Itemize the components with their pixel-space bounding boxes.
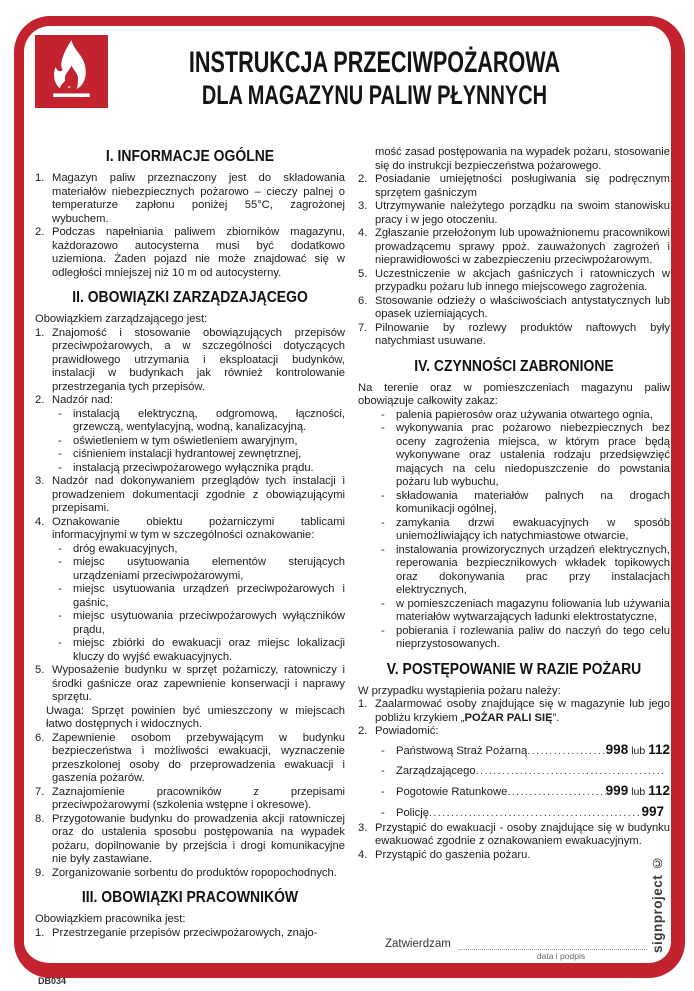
item-text [52, 475, 345, 516]
item-text-run: Uczestniczenie w akcjach gaśniczych i ratowniczych w przypadku pożaru lub innego miejscowego zagrożenia. [375, 267, 670, 293]
item-text [52, 327, 345, 395]
item-marker: 3. [358, 200, 368, 212]
item-marker: - [381, 489, 385, 502]
item-text-run: Powiadomić: [375, 725, 439, 737]
list-item [35, 448, 345, 462]
item-list [35, 927, 345, 941]
item-list [358, 409, 670, 652]
item-text-run: Przystąpić do ewakuacji - osoby znajdujące się w budynku ewakuować zgodnie z oznakowaniem ewakuacyjnym. [375, 821, 670, 847]
item-marker: - [381, 543, 385, 556]
item-text [52, 813, 345, 867]
list-item [35, 462, 345, 476]
dot-leader [476, 762, 664, 780]
section-heading: I. INFORMACJE OGÓLNE [105, 148, 275, 165]
item-text [396, 625, 670, 652]
item-marker: - [58, 556, 62, 568]
item-text-run: miejsc usytuowania urządzeń przeciwpożarowych i gaśnic, [73, 583, 345, 609]
section-obowiazki-pracownikow [35, 889, 345, 940]
publisher-credit: signproject © [650, 854, 665, 953]
item-marker: - [381, 597, 385, 610]
phone-number: 997 [641, 803, 664, 819]
list-item [358, 598, 670, 625]
phone-label: Pogotowie Ratunkowe [396, 785, 508, 798]
item-text [73, 543, 345, 557]
item-text-run: Uwaga: Sprzęt powinien być umieszczony w miejscach łatwo dostępnych i widocznych. [46, 704, 345, 730]
item-marker: - [58, 583, 62, 595]
item-text [375, 146, 670, 173]
item-text-run: zamykania drzwi ewakuacyjnych w sposób uniemożliwiający ich natychmiastowe otwarcie, [396, 516, 670, 542]
catalog-code: DB034 [38, 976, 67, 986]
list-item [358, 173, 670, 200]
item-text [73, 435, 345, 449]
item-text [52, 867, 345, 881]
item-text-run: Magazyn paliw przeznaczony jest do składowania materiałów niebezpiecznych pożarowo – cieczy palnej o temperaturze zapłonu poniżej 55°C, zagrożonej wybuchem. [52, 172, 345, 225]
list-item [358, 544, 670, 598]
item-marker: 3. [35, 475, 45, 487]
item-marker: - [58, 461, 62, 474]
page-title [100, 47, 649, 110]
item-text-run: miejsc usytuowania przeciwpożarowych wyłączników prądu, [73, 610, 345, 636]
item-text [52, 516, 345, 543]
item-marker: - [381, 516, 385, 529]
item-marker: 1. [358, 698, 368, 710]
item-text [73, 462, 345, 476]
right-column [358, 146, 670, 862]
item-text [375, 725, 670, 739]
item-marker: 4. [358, 848, 368, 861]
emergency-phone-list [358, 741, 670, 822]
item-text-run: Zapewnienie osobom przebywającym w budynku bezpieczeństwa i możliwości ewakuacji, wyznaczenie przeszkolonej osoby do przeprowadzenia ewakuacji i gaszenia pożarów. [52, 731, 345, 784]
list-item [35, 226, 345, 280]
phone-number: 998 [605, 741, 629, 757]
item-text-run: Wyposażenie budynku w sprzęt pożarniczy, ratowniczy i środki gaśnicze oraz zapewnienie konserwacji i naprawy sprzętu. [52, 664, 345, 703]
item-marker: - [381, 744, 385, 757]
list-item [35, 583, 345, 610]
item-marker: 2. [35, 394, 45, 406]
item-text-run: wykonywania prac pożarowo niebezpiecznych bez oceny zagrożenia miejsca, w którym prace będą wykonywane oraz ustalenia rodzaju przedsięwzięć mających na celu niedopuszczenie do powstania pożaru lub wybuchu, [396, 422, 670, 488]
item-text [73, 637, 345, 664]
item-text [396, 544, 670, 598]
item-marker: - [58, 637, 62, 649]
phone-number: 999 [605, 782, 629, 798]
item-text [375, 295, 670, 322]
item-text [52, 172, 345, 226]
item-text-run: Oznakowanie obiektu pożarniczymi tablicami informacyjnymi w tym w szczególności oznakowanie: [52, 515, 345, 541]
item-text-run: Przygotowanie budynku do prowadzenia akcji ratowniczej oraz do ustalenia sposobu postępowania na wypadek pożaru, dopilnowanie by przejścia i drogi komunikacyjne nie były zastawiane. [52, 812, 345, 865]
list-item [35, 705, 345, 732]
phone-number-alt: 112 [648, 782, 670, 798]
item-text [46, 705, 345, 732]
item-text [52, 226, 345, 280]
section-heading: II. OBOWIĄZKI ZARZĄDZAJĄCEGO [72, 289, 308, 306]
item-text [52, 732, 345, 786]
section-czynnosci-zabronione [358, 358, 670, 652]
item-text-run: instalacją przeciwpożarowego wyłącznika prądu. [73, 461, 314, 474]
item-text-run: oświetleniem w tym oświetleniem awaryjnym, [73, 434, 298, 447]
list-item [358, 146, 670, 173]
list-item [358, 625, 670, 652]
item-text [73, 448, 345, 462]
list-item [35, 435, 345, 449]
item-text [52, 927, 345, 941]
item-text-run: w pomieszczeniach magazynu foliowania lub używania materiałów wytwarzających ładunki elektrostatyczne, [396, 597, 670, 623]
item-marker: 6. [358, 294, 368, 307]
item-text [375, 268, 670, 295]
list-item [358, 422, 670, 490]
list-item [358, 295, 670, 322]
item-text-run: Pilnowanie by rozlewy produktów naftowych były natychmiast usuwane. [375, 321, 670, 347]
item-text-run: Zorganizowanie sorbentu do produktów ropopochodnych. [52, 866, 337, 879]
item-text-run: Zgłaszanie przełożonym lub upoważnionemu pracownikowi prowadzącemu sprawy ppoż. zauważonych zagrożeń i nieprawidłowości w zabezpieczeniu przeciwpożarowym. [375, 227, 670, 266]
item-text [396, 517, 670, 544]
emergency-phone-row [358, 803, 670, 822]
item-marker: - [381, 422, 385, 434]
list-item [35, 813, 345, 867]
item-marker: 7. [35, 785, 45, 798]
item-marker: 6. [35, 731, 45, 744]
phone-or: lub [631, 785, 646, 798]
list-item [358, 725, 670, 739]
item-text-bold: POŻAR PALI SIĘ [464, 711, 553, 724]
item-text [396, 598, 670, 625]
item-text-run: miejsc usytuowania elementów sterujących urządzeniami przeciwpożarowymi, [73, 556, 345, 582]
item-text-run: palenia papierosów oraz używania otwartego ognia, [396, 408, 653, 421]
item-list [35, 172, 345, 280]
item-text [375, 322, 670, 349]
list-item [358, 849, 670, 863]
item-marker: 1. [35, 326, 45, 339]
item-text-run: Podczas napełniania paliwem zbiorników magazynu, każdorazowo autocysterna musi być dodatkowo uziemiona. Żaden pojazd nie może znajdować się w odległości mniejszej niż 10 m od autocysterny. [52, 226, 345, 279]
item-text [396, 409, 670, 423]
item-text-run: Zaznajomienie pracowników z przepisami przeciwpożarowymi (szkolenia wstępne i okresowe). [52, 785, 345, 811]
left-column [35, 146, 345, 940]
item-text-run: miejsc zbiórki do ewakuacji oraz miejsc lokalizacji kluczy do wyjść ewakuacyjnych. [73, 637, 345, 663]
list-item [35, 543, 345, 557]
list-item [358, 517, 670, 544]
section-postepowanie-w-razie-pozaru [358, 661, 670, 863]
list-item [35, 927, 345, 941]
approval-block [385, 936, 647, 961]
item-marker: - [58, 610, 62, 622]
item-marker: 2. [358, 173, 368, 185]
item-text-run: składowania materiałów palnych na drogach komunikacji ogólnej, [396, 489, 670, 515]
item-text [375, 173, 670, 200]
item-text [375, 822, 670, 849]
item-text-run: mość zasad postępowania na wypadek pożaru, stosowanie się do instrukcji bezpieczeństwa pożarowego. [375, 146, 670, 172]
item-marker: - [58, 448, 62, 460]
section-intro: W przypadku wystąpienia pożaru należy: [358, 684, 561, 697]
item-text-run: pobierania i rozlewania paliw do naczyń do tego celu nieprzystosowanych. [396, 624, 670, 650]
list-item [35, 732, 345, 786]
list-item [35, 475, 345, 516]
item-list [358, 146, 670, 349]
section-intro: Na terenie oraz w pomieszczeniach magazynu paliw obowiązuje całkowity zakaz: [358, 381, 670, 407]
item-text-run: Znajomość i stosowanie obowiązujących przepisów przeciwpożarowych, a w szczególności dotyczących prawidłowego utrzymania i eksploatacji budynków, instalacji w budynkach jak również kontrolowanie przestrzegania tych przepisów. [52, 326, 345, 393]
section-intro: Obowiązkiem zarządzającego jest: [35, 313, 208, 325]
list-item [358, 200, 670, 227]
item-marker: 9. [35, 866, 45, 879]
emergency-phone-row [358, 762, 670, 780]
list-item [35, 637, 345, 664]
dot-leader [429, 804, 642, 822]
item-text [52, 664, 345, 705]
item-list [35, 327, 345, 881]
item-text [73, 583, 345, 610]
item-text-run: Posiadanie umiejętności posługiwania się podręcznym sprzętem gaśniczym [375, 173, 670, 199]
item-marker: - [58, 542, 62, 555]
list-item [35, 394, 345, 408]
item-marker: - [58, 434, 62, 447]
item-text-run: Przestrzeganie przepisów przeciwpożarowych, znajo- [52, 926, 318, 939]
dot-leader [507, 783, 605, 801]
item-text [375, 849, 670, 863]
item-text [375, 698, 670, 725]
item-list [358, 698, 670, 739]
list-item [358, 409, 670, 423]
item-text-run: Nadzór nad dokonywaniem przeglądów tych instalacji i prowadzeniem dokumentacji zgodnie z obowiązującymi przepisami. [52, 475, 345, 514]
item-marker: 5. [35, 664, 45, 676]
item-text-after: ”. [552, 711, 560, 724]
item-marker: 8. [35, 812, 45, 825]
phone-label: Policję [396, 806, 429, 819]
item-text [73, 610, 345, 637]
title-line-2: DLA MAGAZYNU PALIW PŁYNNYCH [201, 80, 548, 110]
item-marker: 2. [358, 725, 368, 737]
phone-label: Zarządzającego [396, 764, 476, 777]
list-item [35, 172, 345, 226]
phone-number-alt: 112 [648, 741, 670, 757]
item-text [73, 556, 345, 583]
list-item [35, 408, 345, 435]
list-item [35, 664, 345, 705]
item-marker: 2. [35, 226, 45, 238]
approve-label: Zatwierdzam [385, 938, 451, 950]
list-item [35, 556, 345, 583]
item-marker: - [381, 624, 385, 637]
list-item [35, 867, 345, 881]
signature-line [459, 936, 647, 950]
list-item [35, 516, 345, 543]
item-marker: 4. [35, 515, 45, 528]
item-text-run: Przystąpić do gaszenia pożaru. [375, 848, 531, 861]
section-heading: V. POSTĘPOWANIE W RAZIE POŻARU [386, 660, 642, 678]
item-marker: 3. [358, 821, 368, 834]
item-text [396, 490, 670, 517]
item-marker: - [381, 806, 385, 819]
list-item [358, 822, 670, 849]
item-text-run: ciśnieniem instalacji hydrantowej zewnętrznej, [73, 448, 302, 460]
item-marker: - [381, 764, 385, 777]
section-informacje-ogolne [35, 148, 345, 280]
item-text-run: Utrzymywanie należytego porządku na swoim stanowisku pracy i w jego otoczeniu. [375, 200, 670, 226]
signature-caption: data i podpis [536, 951, 586, 961]
section-obowiazki-zarzadzajacego [35, 289, 345, 880]
item-text-run: Stosowanie odzieży o właściwościach antystatycznych lub opasek uziemiających. [375, 294, 670, 320]
list-item [358, 490, 670, 517]
approval-row [385, 936, 647, 950]
flammable-pictogram [35, 35, 108, 108]
section-obowiazki-pracownikow-cd [358, 146, 670, 349]
item-marker: - [381, 785, 385, 798]
item-text [73, 408, 345, 435]
title-line-1: INSTRUKCJA PRZECIWPOŻAROWA [188, 46, 561, 79]
dot-leader [527, 742, 605, 760]
item-marker: 1. [35, 172, 45, 184]
item-text-run: instalowania prowizorycznych urządzeń elektrycznych, reperowania bezpiecznikowych wkładek topikowych oraz dokonywania prac przy instalacjach elektrycznych, [396, 543, 670, 596]
item-text-run: Zaalarmować osoby znajdujące się w magazynie lub jego pobliżu krzykiem „ [375, 698, 670, 724]
item-text-run: Nadzór nad: [52, 394, 113, 406]
section-heading: III. OBOWIĄZKI PRACOWNIKÓW [81, 889, 299, 906]
item-marker: - [381, 408, 385, 421]
item-list [358, 822, 670, 863]
list-item [35, 610, 345, 637]
emergency-phone-row [358, 782, 670, 801]
item-text [396, 422, 670, 490]
item-marker: - [58, 407, 62, 420]
item-text-run: dróg ewakuacyjnych, [73, 542, 178, 555]
section-heading: IV. CZYNNOŚCI ZABRONIONE [414, 357, 614, 375]
item-text [375, 227, 670, 268]
list-item [358, 268, 670, 295]
list-item [35, 327, 345, 395]
item-marker: 4. [358, 227, 368, 239]
list-item [35, 786, 345, 813]
item-text [52, 394, 345, 408]
phone-or: lub [631, 744, 646, 757]
emergency-phone-row [358, 741, 670, 760]
item-marker: 7. [358, 321, 368, 334]
item-marker: 5. [358, 267, 368, 280]
list-item [358, 698, 670, 725]
flame-icon [35, 35, 108, 108]
list-item [358, 322, 670, 349]
item-text-run: instalacją elektryczną, odgromową, łączności, grzewczą, wentylacyjną, wodną, kanalizacyjną. [73, 407, 345, 433]
section-intro: Obowiązkiem pracownika jest: [35, 913, 186, 925]
item-text [375, 200, 670, 227]
list-item [358, 227, 670, 268]
item-marker: 1. [35, 926, 45, 939]
phone-label: Państwową Straż Pożarną [396, 744, 528, 757]
item-text [52, 786, 345, 813]
